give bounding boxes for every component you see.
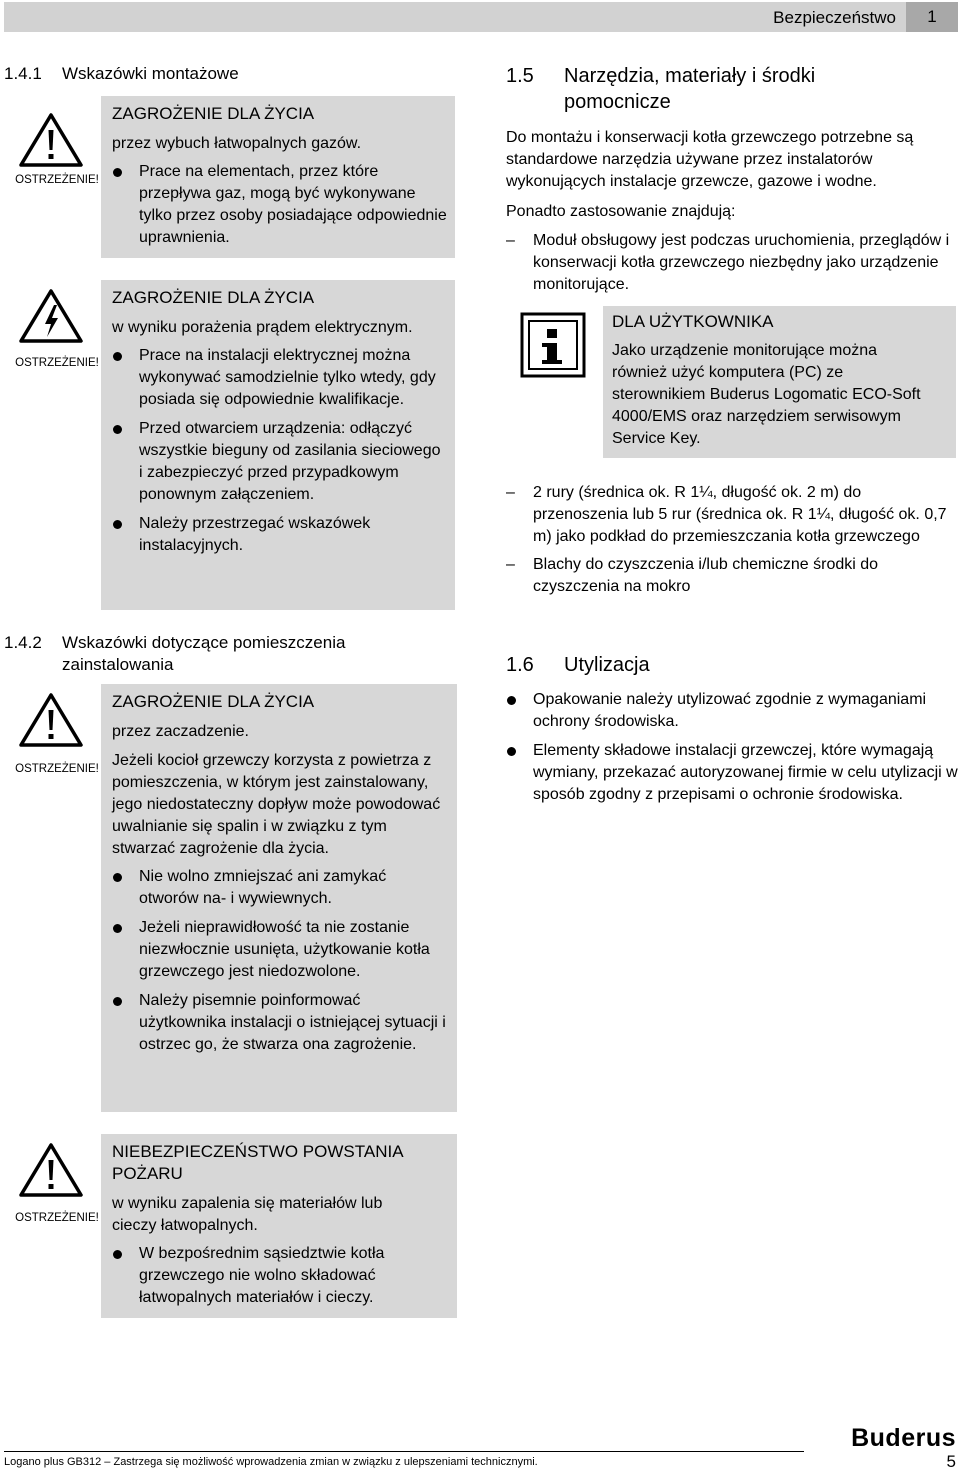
info-box-user (506, 306, 956, 458)
electric-hazard-icon (18, 288, 84, 344)
bullet-item: Należy przestrzegać wskazówek instalacyjnych. (112, 513, 447, 557)
bullet-item: Opakowanie należy utylizować zgodnie z wymaganiami ochrony środowiska. (506, 689, 958, 733)
section-1-5-also: Ponadto zastosowanie znajdują: (506, 203, 736, 220)
running-header (4, 2, 958, 32)
warning-box-electric (4, 280, 455, 610)
warning-title-line1: NIEBEZPIECZEŃSTWO POWSTANIA (112, 1142, 404, 1161)
tools-list-1 (506, 230, 956, 302)
section-number: 1.6 (506, 654, 534, 676)
warning-bullet-list (112, 866, 449, 1056)
buderus-logo: Buderus (851, 1424, 956, 1452)
section-1-6-heading (506, 652, 650, 678)
bullet-item: Nie wolno zmniejszać ani zamykać otworów na- i wywiewnych. (112, 866, 449, 910)
warning-paragraph: Jeżeli kocioł grzewczy korzysta z powietrza z pomieszczenia, w którym jest zainstalowany, jego niedostateczny dopływ może powodować uwalnianie się spalin i w związku z tym stwarzać zagrożenie dla życia. (112, 752, 441, 857)
section-1-5-heading (506, 63, 815, 115)
section-number: 1.4.1 (4, 64, 42, 83)
warning-title: ZAGROŻENIE DLA ŻYCIA (112, 288, 315, 307)
bullet-item: Przed otwarciem urządzenia: odłączyć wszystkie bieguny od zasilania sieciowego i zabezpieczyć przed przypadkowym ponownym załączeniem. (112, 418, 447, 506)
warning-bullet-list (112, 345, 447, 557)
section-title: Wskazówki montażowe (62, 64, 239, 83)
bullet-item: Prace na elementach, przez które przepływa gaz, mogą być wykonywane tylko przez osoby posiadające odpowiednie uprawnienia. (112, 161, 447, 249)
dash-item: – Moduł obsługowy jest podczas uruchomienia, przeglądów i konserwacji kotła grzewczego niezbędny jako urządzenie monitorujące. (506, 230, 956, 296)
warning-bullet-list (112, 1243, 449, 1309)
bullet-item: Należy pisemnie poinformować użytkownika instalacji o istniejącej sytuacji i ostrzec go, że stwarza ona zagrożenie. (112, 990, 449, 1056)
warning-label: OSTRZEŻENIE! (15, 1212, 99, 1224)
section-1-4-2-heading (4, 632, 345, 676)
warning-triangle-icon (18, 692, 84, 748)
warning-bullet-list (112, 161, 447, 249)
section-title: Wskazówki dotyczące pomieszczenia (62, 633, 346, 652)
section-number: 1.5 (506, 65, 534, 87)
warning-title: ZAGROŻENIE DLA ŻYCIA (112, 692, 315, 711)
info-title: DLA UŻYTKOWNIKA (612, 312, 774, 331)
section-title-line2: zainstalowania (62, 655, 174, 674)
section-title: Narzędzia, materiały i środki (564, 65, 816, 87)
footer-rule (4, 1451, 804, 1452)
warning-subtitle: przez wybuch łatwopalnych gazów. (112, 135, 362, 152)
section-title-line2: pomocnicze (564, 91, 671, 113)
warning-title: ZAGROŻENIE DLA ŻYCIA (112, 104, 315, 123)
section-title: Utylizacja (564, 654, 650, 676)
warning-box-fire (4, 1134, 457, 1318)
section-number: 1.4.2 (4, 633, 42, 652)
section-1-4-1-heading (4, 63, 239, 85)
warning-title (112, 1141, 449, 1185)
bullet-item: W bezpośrednim sąsiedztwie kotła grzewczego nie wolno składować łatwopalnych materiałów i cieczy. (112, 1243, 449, 1309)
warning-label: OSTRZEŻENIE! (15, 763, 99, 775)
warning-subtitle: w wyniku porażenia prądem elektrycznym. (112, 319, 413, 336)
chapter-number: 1 (906, 2, 958, 32)
section-1-5-intro: Do montażu i konserwacji kotła grzewczego potrzebne są standardowe narzędzia używane przez instalatorów wykonujących instalacje grzewcze, gazowe i wodne. (506, 129, 914, 190)
disposal-list (506, 689, 958, 813)
warning-triangle-icon (18, 112, 84, 168)
page-number: 5 (946, 1452, 956, 1471)
warning-box-gas (4, 96, 455, 258)
info-icon (520, 312, 586, 378)
bullet-item: Prace na instalacji elektrycznej można wykonywać samodzielnie tylko wtedy, gdy posiada się odpowiednie kwalifikacje. (112, 345, 447, 411)
bullet-item: Elementy składowe instalacji grzewczej, które wymagają wymiany, przekazać autoryzowanej firmie w celu utylizacji w sposób zgodny z przepisami o ochronie środowiska. (506, 740, 958, 806)
warning-label: OSTRZEŻENIE! (15, 174, 99, 186)
tools-list-2 (506, 482, 956, 604)
warning-subtitle: przez zaczadzenie. (112, 723, 249, 740)
warning-label: OSTRZEŻENIE! (15, 357, 99, 369)
footer-text: Logano plus GB312 – Zastrzega się możliwość wprowadzenia zmian w związku z ulepszeniami technicznymi. (4, 1456, 538, 1468)
dash-item: – 2 rury (średnica ok. R 1¼, długość ok. 2 m) do przenoszenia lub 5 rur (średnica ok. R 1¼, długość ok. 0,7 m) jako podkład do przemieszczania kotła grzewczego (506, 482, 956, 548)
info-text: Jako urządzenie monitorujące można również użyć komputera (PC) ze sterownikiem Buderus Logomatic ECO-Soft 4000/EMS oraz narzędziem serwisowym Service Key. (612, 342, 921, 447)
warning-subtitle: w wyniku zapalenia się materiałów lub cieczy łatwopalnych. (112, 1195, 383, 1234)
warning-title-line2: POŻARU (112, 1164, 183, 1183)
warning-box-co (4, 684, 457, 1112)
bullet-item: Jeżeli nieprawidłowość ta nie zostanie niezwłocznie usunięta, użytkowanie kotła grzewczego jest niedozwolone. (112, 917, 449, 983)
dash-item: – Blachy do czyszczenia i/lub chemiczne środki do czyszczenia na mokro (506, 554, 956, 598)
header-title: Bezpieczeństwo (773, 8, 896, 27)
warning-triangle-icon (18, 1142, 84, 1198)
